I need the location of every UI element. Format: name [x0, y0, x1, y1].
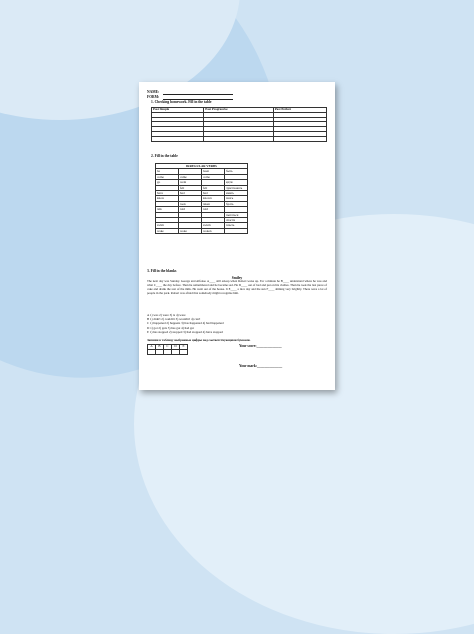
verb-cell: come — [202, 174, 225, 179]
option-line: A 1) was 2) were 3) is 4) were — [147, 313, 186, 317]
verb-cell: felt — [179, 185, 202, 190]
tenses-column-header: Past Perfect — [273, 108, 326, 113]
tenses-column-header: Past Simple — [152, 108, 204, 113]
verb-cell[interactable] — [225, 228, 248, 233]
verb-cell: had — [179, 191, 202, 196]
option-line: D 1) got 2) gets 3) has got 4) had got — [147, 325, 195, 330]
answer-cell[interactable] — [204, 136, 273, 141]
verb-cell: took — [179, 201, 202, 206]
story-title: Smiley — [231, 276, 243, 280]
verb-cell: пытаться — [225, 212, 248, 217]
answer-letter: B — [156, 345, 164, 350]
verb-cell: felt — [202, 185, 225, 190]
verb-cell: come — [156, 174, 179, 179]
verb-cell: came — [179, 174, 202, 179]
answer-options — [147, 313, 224, 334]
verb-cell: swim — [156, 223, 179, 228]
story-text: The next day was Sunday. George and Alfonso A____ still asleep when Robert woke up. For a minute he B____ understand where he was and what C____ the day before. Then he remembered and he became sad. He D____ out of bed and put on his clothes. Then he took the last piece of cake and drank the rest of the milk. He went out of the house. It E____ a nice day and the sun F____ shining very brightly. There were a lot of people in the park. Robert was afraid that somebody might recognize him. — [147, 279, 327, 295]
verb-cell: быть — [225, 169, 248, 174]
verb-cell: go — [156, 180, 179, 185]
section3-title: 3. Fill in the blanks — [147, 269, 177, 273]
answers-instruction: Запиши в таблицу выбранные цифры под соответствующими буквами. — [147, 338, 251, 342]
name-line — [163, 94, 233, 95]
verb-cell: woke — [179, 228, 202, 233]
verb-cell: taken — [202, 201, 225, 206]
verb-cell: be — [156, 169, 179, 174]
verb-cell: знать — [225, 196, 248, 201]
verb-cell: have — [156, 191, 179, 196]
section1-title: 1. Checking homework. Fill in the table — [151, 100, 212, 104]
verb-cell: know — [156, 196, 179, 201]
answer-letter: D — [172, 345, 180, 350]
verb-cell: woken — [202, 228, 225, 233]
verb-cell: иметь — [225, 191, 248, 196]
answer-box[interactable] — [164, 350, 172, 355]
form-label: FORM: — [147, 94, 160, 99]
answer-box[interactable] — [180, 350, 188, 355]
score-label: Your score:______________ — [239, 344, 282, 348]
option-line: E 1) has stopped 2) stopped 3) had stopped 4) have stopped — [147, 329, 223, 334]
table-row — [156, 228, 248, 233]
name-label: NAME: — [147, 90, 160, 94]
option-line: B 1) didn't 2) couldn't 3) wouldn't 4) can't — [147, 317, 201, 322]
irregular-verbs-title: IRREGULAR VERBS — [156, 164, 248, 169]
tenses-column-header: Past Progressive — [204, 108, 273, 113]
verb-cell: went — [179, 180, 202, 185]
verb-cell: told — [179, 207, 202, 212]
verb-cell: told — [202, 207, 225, 212]
answers-table — [147, 344, 188, 355]
answer-letter: E — [180, 345, 188, 350]
answer-box[interactable] — [148, 350, 156, 355]
verb-cell: swum — [202, 223, 225, 228]
answer-cell[interactable] — [152, 136, 204, 141]
answer-box[interactable] — [156, 350, 164, 355]
verb-cell: known — [202, 196, 225, 201]
option-line: C 1) happened 2) happens 3) has happened 4) had happened — [147, 321, 224, 326]
verb-cell: спасти — [225, 218, 248, 223]
verb-cell: wake — [156, 228, 179, 233]
answer-box[interactable] — [172, 350, 180, 355]
answer-letter: A — [148, 345, 156, 350]
verb-cell: идти — [225, 180, 248, 185]
verb-cell: been — [202, 169, 225, 174]
verb-cell: had — [202, 191, 225, 196]
mark-label: Your mark:______________ — [239, 364, 283, 368]
irregular-verbs-table — [155, 163, 248, 234]
worksheet-page — [139, 82, 335, 390]
verb-cell: чувствовать — [225, 185, 248, 190]
verb-cell: плыть — [225, 223, 248, 228]
verb-cell: talk — [156, 207, 179, 212]
section2-title: 2. Fill in the table — [151, 154, 178, 158]
answer-letter: C — [164, 345, 172, 350]
answer-cell[interactable] — [273, 136, 326, 141]
table-row — [152, 136, 327, 141]
tenses-table — [151, 107, 327, 142]
verb-cell: брать — [225, 201, 248, 206]
